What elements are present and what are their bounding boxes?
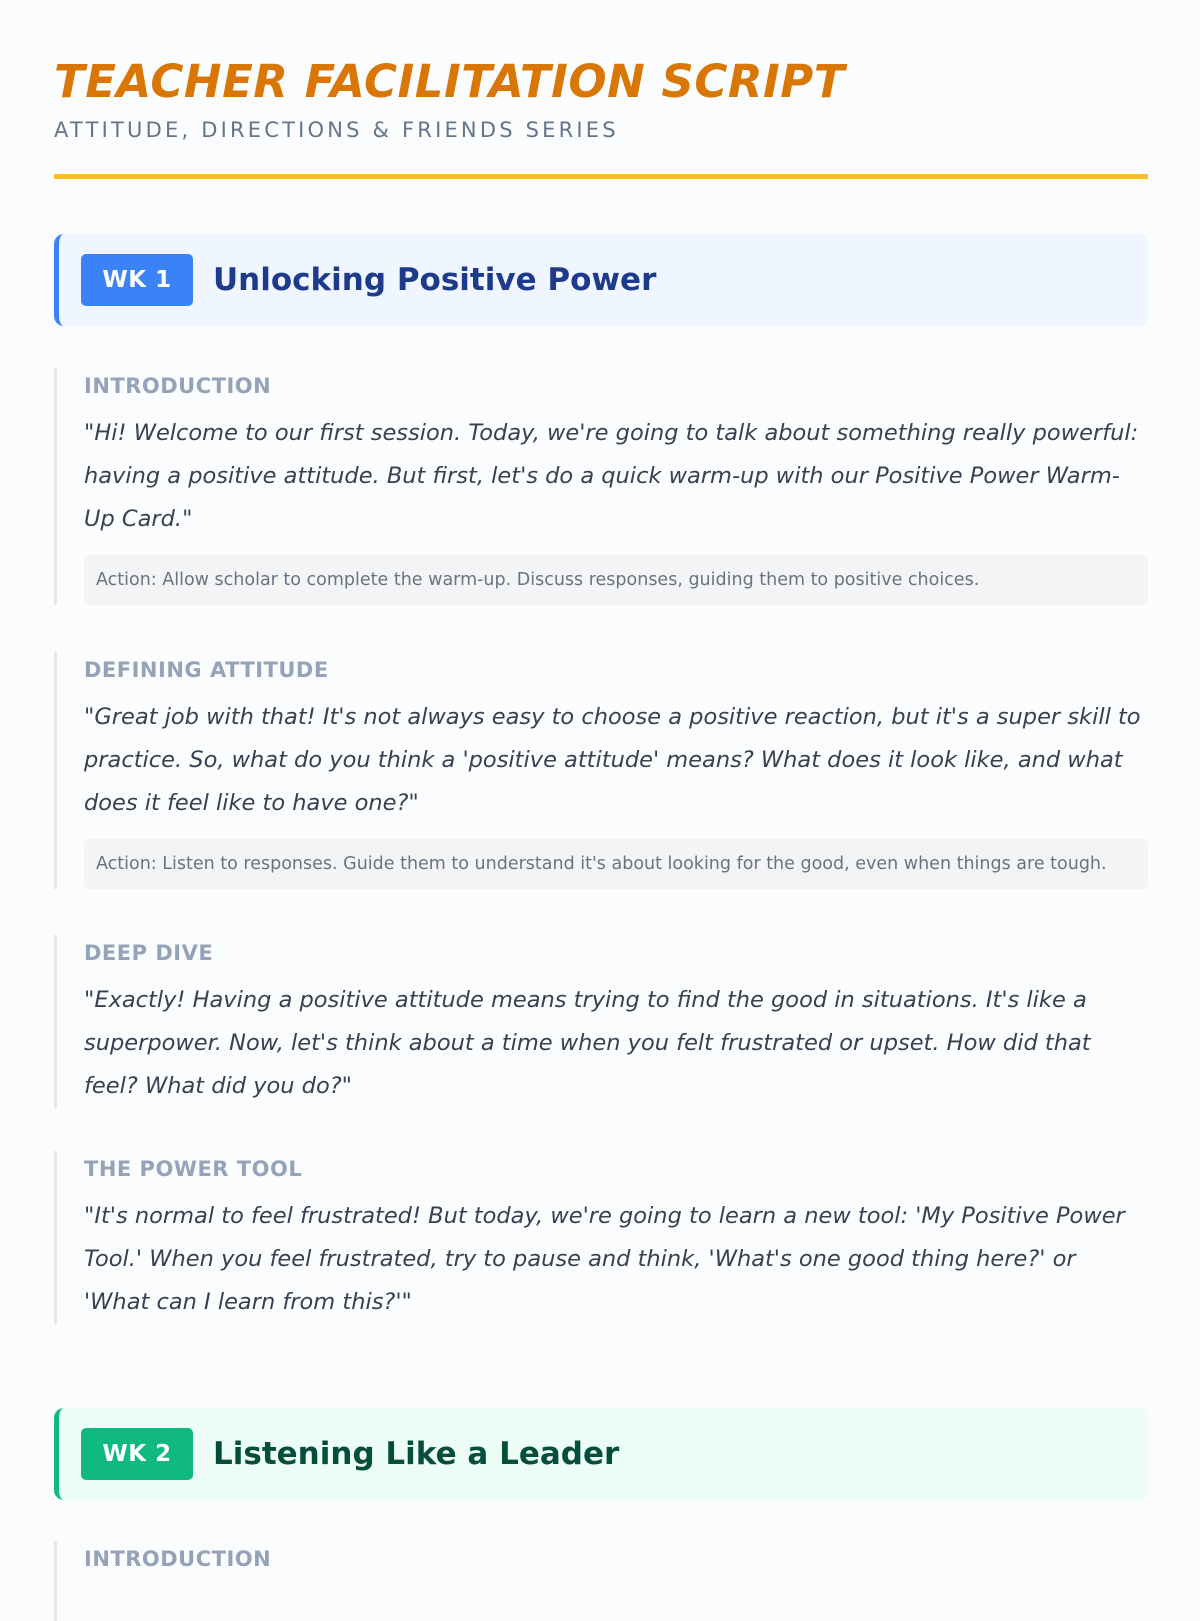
section-label: INTRODUCTION	[84, 374, 272, 398]
week-2-badge: WK 2	[81, 1428, 193, 1480]
section-action: Action: Listen to responses. Guide them to understand it's about looking for the good, even when things are tough.	[84, 839, 1148, 889]
week-1-section-power-tool	[54, 1151, 1148, 1324]
section-quote: "It's normal to feel frustrated! But today, we're going to learn a new tool: 'My Positive Power Tool.' When you feel frustrated, try to pause and think, 'What's one good thing here?' or 'What can I learn from this?'"	[84, 1203, 1125, 1315]
section-label: INTRODUCTION	[84, 1547, 272, 1571]
section-label: DEEP DIVE	[84, 941, 214, 965]
week-1-section-introduction	[54, 368, 1148, 605]
section-quote: "Exactly! Having a positive attitude means trying to find the good in situations. It's like a superpower. Now, let's think about a time when you felt frustrated or upset. How did that feel? What did you do?"	[84, 987, 1091, 1099]
week-1-section-deep-dive	[54, 935, 1148, 1108]
section-label: THE POWER TOOL	[84, 1157, 303, 1181]
week-1-badge: WK 1	[81, 254, 193, 306]
week-1-title: Unlocking Positive Power	[213, 262, 657, 298]
week-2-section-introduction	[54, 1541, 1148, 1621]
document-subtitle: ATTITUDE, DIRECTIONS & FRIENDS SERIES	[54, 118, 619, 142]
week-2-title: Listening Like a Leader	[213, 1436, 620, 1472]
section-quote: "Great job with that! It's not always easy to choose a positive reaction, but it's a super skill to practice. So, what do you think a 'positive attitude' means? What does it look like, and what does it feel like to have one?"	[84, 704, 1141, 816]
section-label: DEFINING ATTITUDE	[84, 658, 329, 682]
week-1-header	[54, 234, 1148, 326]
week-1-section-defining-attitude	[54, 652, 1148, 889]
section-quote: "Hi! Welcome to our first session. Today, we're going to talk about something really powerful: having a positive attitude. But first, let's do a quick warm-up with our Positive Power Warm-Up Card."	[84, 420, 1139, 532]
title-divider	[54, 174, 1148, 179]
document-title: TEACHER FACILITATION SCRIPT	[54, 55, 845, 108]
week-2-header	[54, 1408, 1148, 1500]
section-action: Action: Allow scholar to complete the warm-up. Discuss responses, guiding them to positive choices.	[84, 555, 1148, 605]
